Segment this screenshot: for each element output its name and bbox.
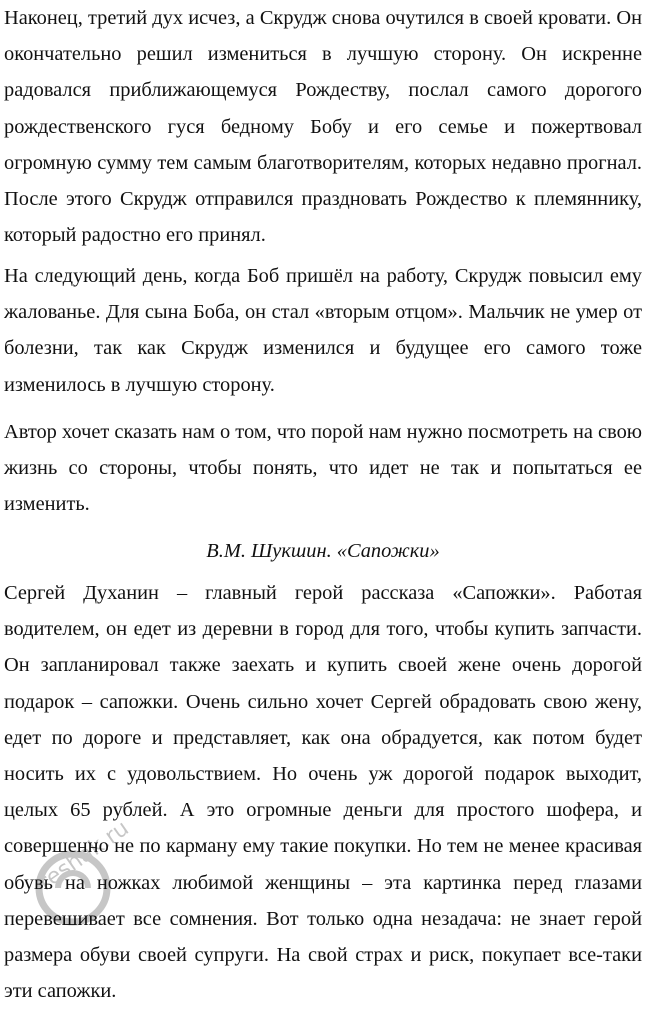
paragraph-scrooge-change: Наконец, третий дух исчез, а Скрудж снова очутился в своей кровати. Он окончательно решил измениться в лучшую сторону. Он искренне радовался приближающемуся Рождеству, послал самого дорогого рождественского гуся бедному Бобу и его семье и пожертвовал огромную сумму тем самым благотворителям, которых недавно прогнал. После этого Скрудж отправился праздновать Рождество к племяннику, который радостно его принял. (4, 7, 642, 247)
paragraph-author-message: Автор хочет сказать нам о том, что порой нам нужно посмотреть на свою жизнь со стороны, чтобы понять, что идет не так и попытаться ее изменить. (4, 421, 642, 516)
paragraph-bob-salary: На следующий день, когда Боб пришёл на работу, Скрудж повысил ему жалованье. Для сына Боба, он стал «вторым отцом». Мальчик не умер от болезни, так как Скрудж изменился и будущее его самого тоже изменилось в лучшую сторону. (4, 265, 642, 396)
section-heading: В.М. Шукшин. «Сапожки» (206, 540, 440, 562)
paragraph-sapozhki: Сергей Духанин – главный герой рассказа «Сапожки». Работая водителем, он едет из деревни в город для того, чтобы купить запчасти. Он запланировал также заехать и купить своей жене очень дорогой подарок – сапожки. Очень сильно хочет Сергей обрадовать свою жену, едет по дороге и представляет, как она обрадуется, как потом будет носить их с удовольствием. Но очень уж дорогой подарок выходит, целых 65 рублей. А это огромные деньги для простого шофера, и совершенно не по карману ему такие покупки. Но тем не менее красивая обувь на ножках любимой женщины – эта картинка перед глазами перевешивает все сомнения. Вот только одна незадача: не знает герой размера обуви своей супруги. На свой страх и риск, покупает все-таки эти сапожки. (4, 582, 642, 1003)
watermark-text: reshak.ru (34, 815, 134, 896)
